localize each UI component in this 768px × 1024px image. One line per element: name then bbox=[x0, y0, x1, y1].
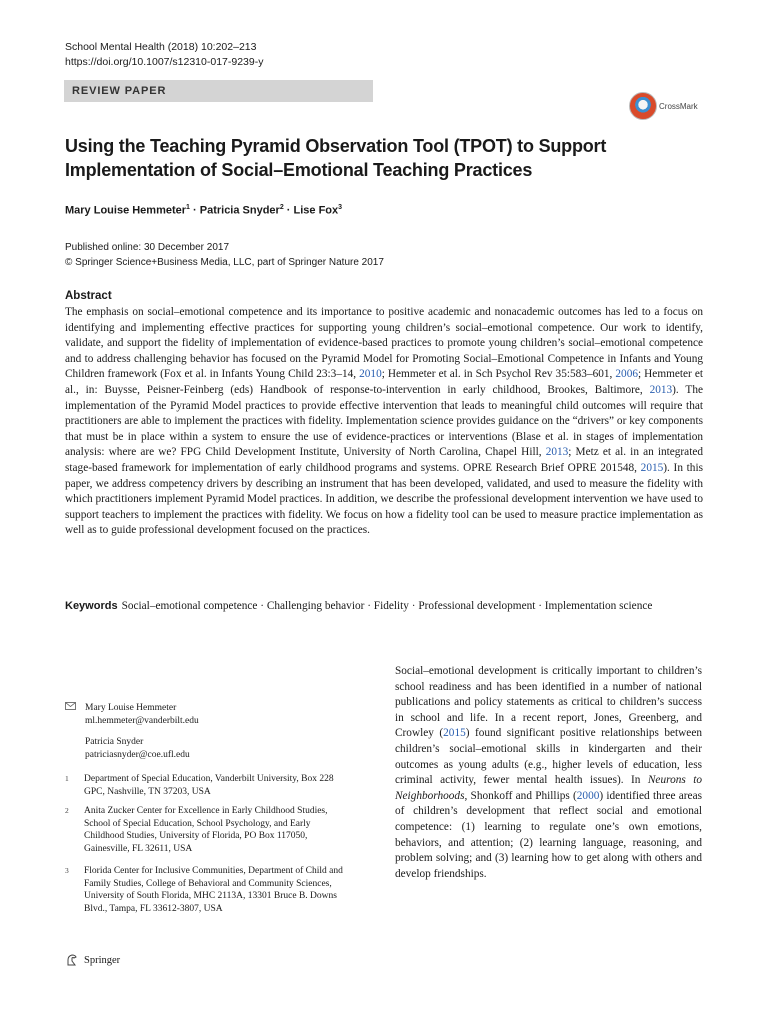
reference-link[interactable]: 2015 bbox=[640, 461, 664, 474]
author-name[interactable]: Patricia Snyder bbox=[199, 204, 280, 217]
springer-horse-icon bbox=[65, 953, 79, 967]
correspondence-entry bbox=[65, 702, 199, 728]
crossmark-icon bbox=[629, 92, 657, 120]
author-affiliation-mark: 1 bbox=[186, 204, 190, 211]
affiliation-item bbox=[65, 865, 345, 915]
keywords-label: Keywords bbox=[65, 600, 118, 612]
reference-link[interactable]: 2013 bbox=[545, 446, 569, 459]
affiliation-item bbox=[65, 805, 345, 855]
correspondence-block bbox=[65, 702, 199, 770]
journal-issue: School Mental Health (2018) 10:202–213 bbox=[65, 41, 257, 53]
reference-link[interactable]: 2006 bbox=[615, 368, 638, 381]
affiliation-text: Department of Special Education, Vanderbilt University, Box 228 GPC, Nashville, TN 37203, USA bbox=[84, 774, 334, 797]
publisher-name: Springer bbox=[84, 954, 121, 966]
reference-link[interactable]: 2010 bbox=[359, 368, 382, 381]
published-date: Published online: 30 December 2017 bbox=[65, 242, 229, 253]
author-separator: · bbox=[189, 204, 200, 217]
corresponding-author-email[interactable]: ml.hemmeter@vanderbilt.edu bbox=[85, 716, 199, 726]
affiliation-number: 1 bbox=[65, 774, 69, 783]
abstract-heading: Abstract bbox=[65, 290, 112, 302]
book-title: Neurons to Neighborhoods bbox=[395, 774, 703, 802]
reference-link[interactable]: 2000 bbox=[576, 789, 600, 802]
publication-info bbox=[65, 240, 384, 270]
corresponding-author-email[interactable]: patriciasnyder@coe.ufl.edu bbox=[85, 750, 190, 760]
journal-citation bbox=[65, 40, 263, 70]
author-name[interactable]: Mary Louise Hemmeter bbox=[65, 204, 187, 217]
copyright-notice: © Springer Science+Business Media, LLC, part of Springer Nature 2017 bbox=[65, 257, 384, 268]
author-list bbox=[65, 204, 342, 217]
author-affiliation-mark: 2 bbox=[279, 204, 284, 211]
affiliation-item bbox=[65, 773, 345, 798]
crossmark-badge[interactable] bbox=[629, 92, 698, 120]
section-banner: REVIEW PAPER bbox=[64, 80, 373, 102]
abstract-text: The emphasis on social–emotional competence and its importance to positive academic and nonacademic outcomes has led to a focus on identifying and implementing effective practices for supporting young children’s social–emotional competence. Our work to identify, validate, and support the fidelity of implementation of evidence-based practices to promote young children’s social–emotional competence and to address challenging behavior has focused on the Pyramid Model for Promoting Social–Emotional Competence in Infants and Young Children framework (Fox et al. in Infants Young Child 23:3–14, 2010; Hemmeter et al. in Sch Psychol Rev 35:583–601, 2006; Hemmeter et al., in: Buysse, Peisner-Feinberg (eds) Handbook of response-to-intervention in early childhood, Brookes, Baltimore, 2013). The implementation of the Pyramid Model practices to provide effective intervention that leads to meaningful child outcomes will require that practitioners are able to implement the practices with fidelity. Implementation science provides guidance on the “drivers” or key components that must be in place within a system to ensure the use of evidence-practices or interventions (Blase et al. in stages of implementation analysis: where are we? FPG Child Development Institute, University of North Carolina, Chapel Hill, 2013; Metz et al. in an integrated stage-based framework for implementation of early childhood programs and systems. OPRE Research Brief OPRE 201548, 2015). In this paper, we address competency drivers by describing an instrument that has been developed, validated, and used to measure the fidelity with which practitioners implement Pyramid Model practices. In addition, we describe the professional development intervention we have used to support teachers to implement the practices with fidelity. We focus on how a fidelity tool can be used to measure practice implementation as well as to guide professional development focused on the practices. bbox=[65, 306, 703, 537]
reference-link[interactable]: 2015 bbox=[443, 727, 466, 740]
affiliation-number: 3 bbox=[65, 866, 69, 875]
author-affiliation-mark: 3 bbox=[338, 204, 343, 211]
paper-title: Using the Teaching Pyramid Observation Tool (TPOT) to Support Implementation of Social–Emotional Teaching Practices bbox=[65, 136, 607, 180]
author-separator: · bbox=[283, 204, 294, 217]
body-paragraph: Social–emotional development is critically important to children’s school readiness and has been identified in a number of national publications and policy statements as critical to children’s success in school and life. In a recent report, Jones, Greenberg, and Crowley (2015) found significant positive relationships between children’s social–emotional skills in kindergarten and their outcomes as young adults (e.g., higher levels of education, less criminal activity, fewer mental health issues). In Neurons to Neighborhoods, Shonkoff and Phillips (2000) identified three areas of children’s development that reflect social and emotional competence: (1) learning to regulate one’s own emotions, behaviors, and attention; (2) learning language, reasoning, and problem solving; and (3) learning how to get along with others and develop friendships. bbox=[395, 665, 703, 880]
corresponding-author-name: Mary Louise Hemmeter bbox=[85, 703, 177, 713]
correspondence-entry bbox=[65, 736, 199, 762]
affiliation-number: 2 bbox=[65, 806, 69, 815]
crossmark-label: CrossMark bbox=[659, 101, 698, 111]
affiliation-text: Florida Center for Inclusive Communities, Department of Child and Family Studies, College of Behavioral and Community Sciences, University of South Florida, MHC 2113A, 13301 Bruce B. Downs Blvd., Tampa, FL 33612-3807, USA bbox=[84, 866, 343, 914]
corresponding-author-name: Patricia Snyder bbox=[85, 737, 144, 747]
keywords bbox=[65, 598, 700, 614]
author-name[interactable]: Lise Fox bbox=[293, 204, 339, 217]
keywords-list: Social–emotional competence · Challenging behavior · Fidelity · Professional development · Implementation science bbox=[121, 600, 653, 612]
envelope-icon bbox=[65, 702, 85, 728]
doi-link[interactable]: https://doi.org/10.1007/s12310-017-9239-y bbox=[65, 56, 264, 68]
affiliation-text: Anita Zucker Center for Excellence in Early Childhood Studies, School of Special Education, School Psychology, and Early Childhood Studies, University of Florida, PO Box 117050, Gainesville, FL 32611, USA bbox=[84, 806, 328, 854]
reference-link[interactable]: 2013 bbox=[649, 383, 673, 396]
publisher-footer bbox=[65, 953, 120, 967]
